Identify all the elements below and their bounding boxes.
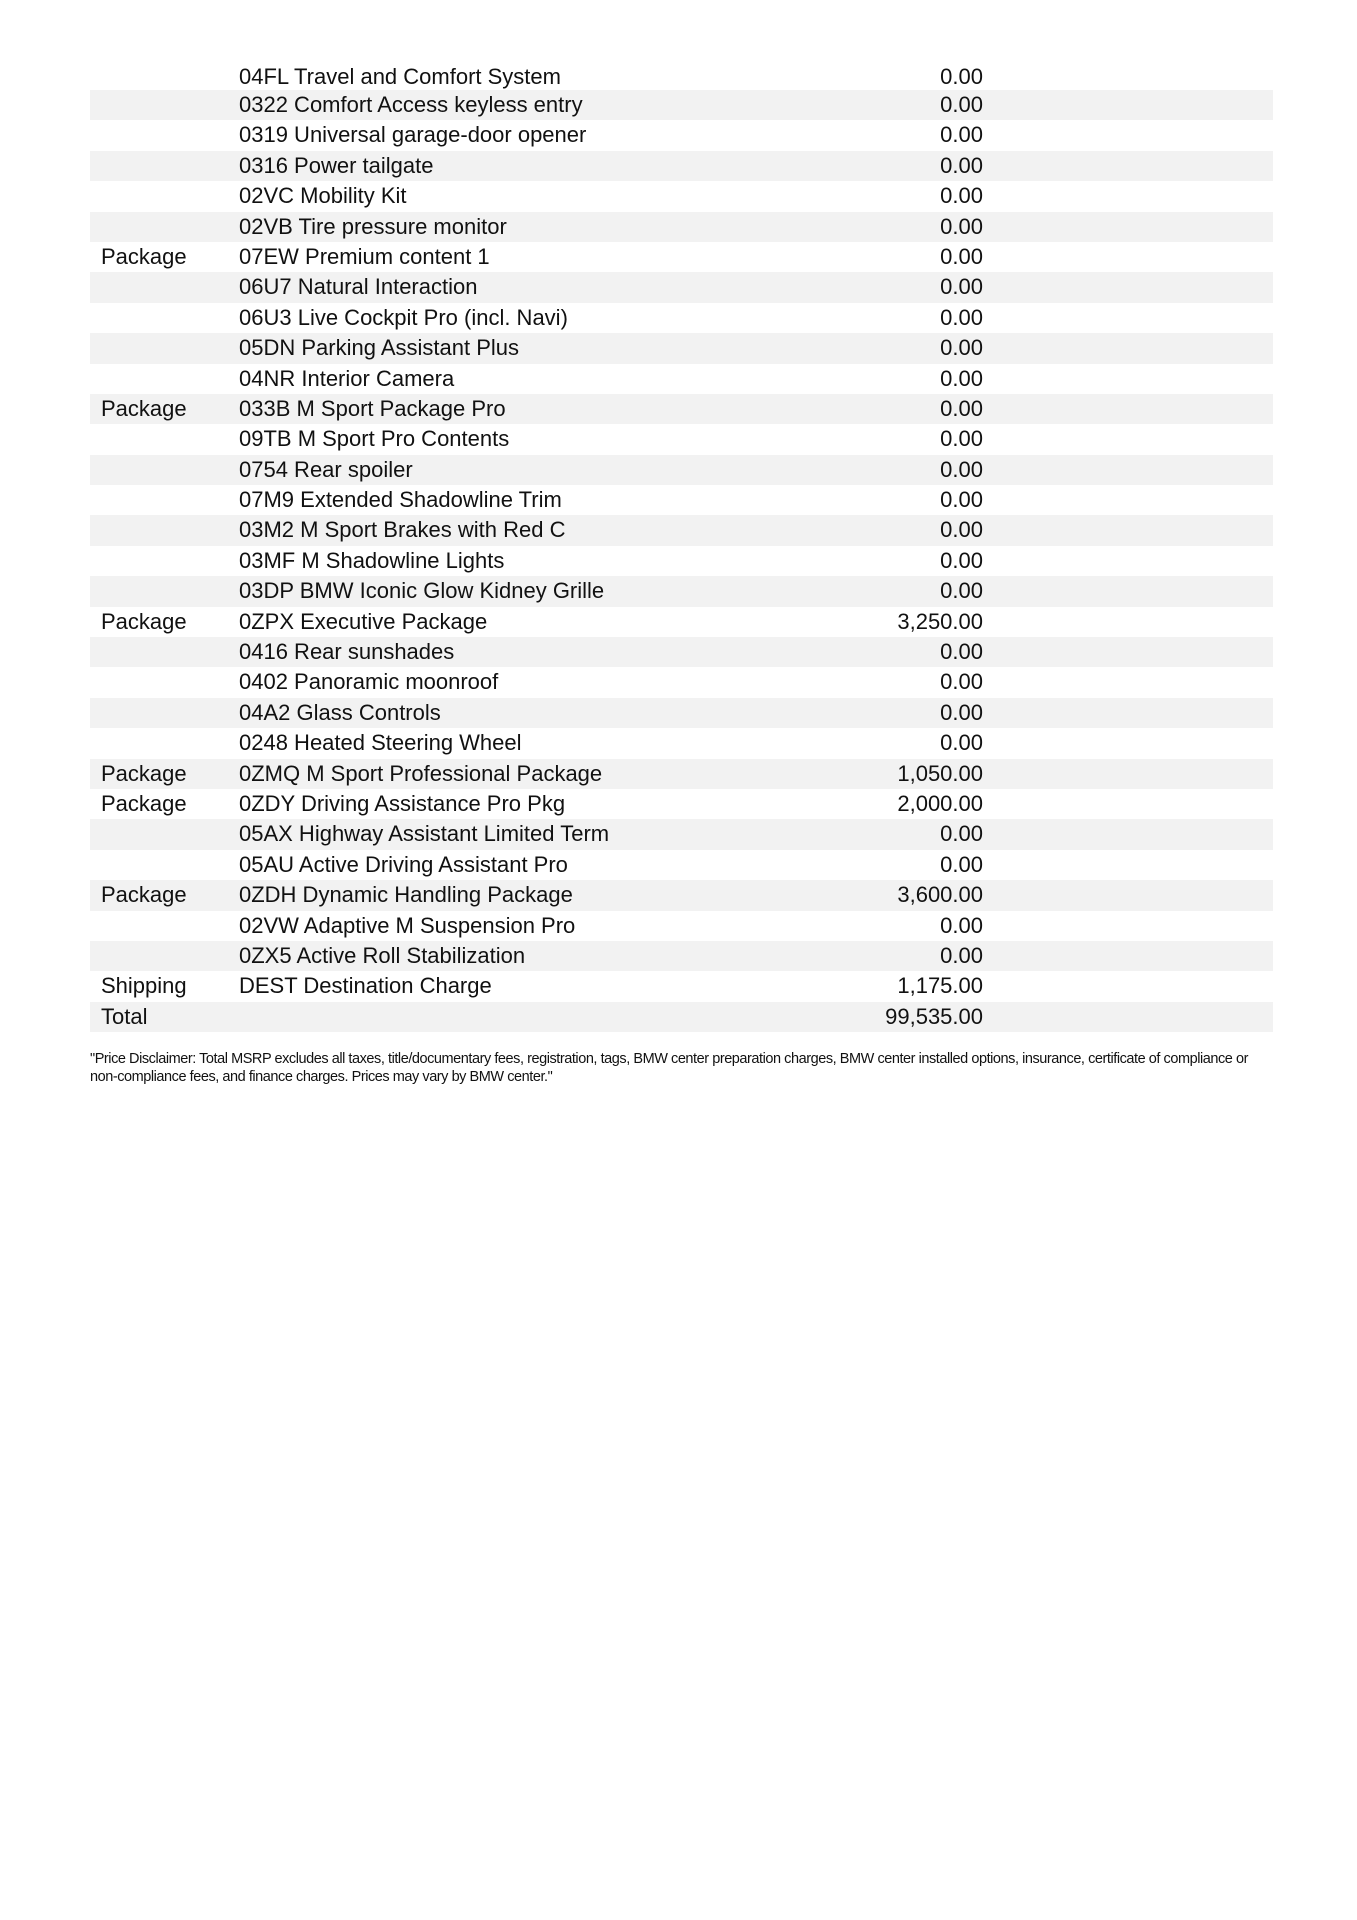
row-description: 0ZMQ M Sport Professional Package: [239, 760, 603, 786]
row-price: 0.00: [940, 851, 983, 877]
row-description: 02VC Mobility Kit: [239, 183, 407, 209]
row-description: 07M9 Extended Shadowline Trim: [239, 487, 562, 513]
table-row: [90, 941, 1273, 971]
row-price: 3,600.00: [897, 882, 983, 908]
row-description: 03MF M Shadowline Lights: [239, 547, 505, 573]
row-price: 0.00: [940, 274, 983, 300]
row-description: 0ZDY Driving Assistance Pro Pkg: [239, 790, 566, 816]
row-price: 0.00: [940, 92, 983, 117]
table-row: [90, 850, 1273, 880]
row-price: 0.00: [940, 517, 983, 543]
row-description: 0ZX5 Active Roll Stabilization: [239, 942, 526, 968]
table-row: [90, 1002, 1273, 1032]
row-price: 0.00: [940, 183, 983, 209]
table-row: [90, 637, 1273, 667]
row-price: 0.00: [940, 456, 983, 482]
table-row: [90, 667, 1273, 697]
row-price: 99,535.00: [885, 1003, 983, 1029]
table-row: [90, 120, 1273, 150]
row-category: Package: [101, 608, 187, 634]
table-row: [90, 212, 1273, 242]
row-price: 0.00: [940, 639, 983, 665]
row-category: Package: [101, 760, 187, 786]
row-description: 02VW Adaptive M Suspension Pro: [239, 912, 576, 938]
row-description: 04A2 Glass Controls: [239, 699, 441, 725]
row-price: 1,050.00: [897, 760, 983, 786]
row-category: Package: [101, 882, 187, 908]
row-category: Package: [101, 243, 187, 269]
row-price: 0.00: [940, 547, 983, 573]
row-price: 1,175.00: [897, 973, 983, 999]
row-price: 0.00: [940, 942, 983, 968]
row-category: Package: [101, 790, 187, 816]
row-price: 0.00: [940, 213, 983, 239]
table-row: [90, 698, 1273, 728]
table-row: [90, 576, 1273, 606]
row-description: 03DP BMW Iconic Glow Kidney Grille: [239, 578, 605, 604]
row-price: 2,000.00: [897, 790, 983, 816]
table-row: [90, 485, 1273, 515]
table-row: [90, 728, 1273, 758]
row-price: 0.00: [940, 64, 983, 89]
row-description: 05AU Active Driving Assistant Pro: [239, 851, 568, 877]
table-row: [90, 272, 1273, 302]
row-description: 0322 Comfort Access keyless entry: [239, 92, 583, 117]
table-row: [90, 546, 1273, 576]
row-price: 0.00: [940, 487, 983, 513]
row-description: 03M2 M Sport Brakes with Red C: [239, 517, 566, 543]
row-description: 0ZDH Dynamic Handling Package: [239, 882, 573, 908]
row-price: 0.00: [940, 152, 983, 178]
table-row: [90, 880, 1273, 910]
price-table: [90, 64, 1273, 1032]
row-description: 09TB M Sport Pro Contents: [239, 426, 510, 452]
row-description: 05DN Parking Assistant Plus: [239, 335, 520, 361]
row-price: 0.00: [940, 730, 983, 756]
table-row: [90, 607, 1273, 637]
table-row: [90, 64, 1273, 90]
table-row: [90, 759, 1273, 789]
row-description: 05AX Highway Assistant Limited Term: [239, 821, 610, 847]
table-row: [90, 424, 1273, 454]
table-row: [90, 455, 1273, 485]
row-price: 0.00: [940, 365, 983, 391]
table-row: [90, 242, 1273, 272]
table-row: [90, 90, 1273, 120]
table-row: [90, 515, 1273, 545]
row-category: Shipping: [101, 973, 187, 999]
row-price: 0.00: [940, 335, 983, 361]
table-row: [90, 151, 1273, 181]
row-price: 0.00: [940, 578, 983, 604]
row-description: 033B M Sport Package Pro: [239, 395, 506, 421]
table-row: [90, 911, 1273, 941]
row-description: 06U3 Live Cockpit Pro (incl. Navi): [239, 304, 568, 330]
row-description: 0402 Panoramic moonroof: [239, 669, 499, 695]
table-row: [90, 364, 1273, 394]
row-description: 07EW Premium content 1: [239, 243, 490, 269]
row-category: Total: [101, 1003, 148, 1029]
row-description: 0316 Power tailgate: [239, 152, 434, 178]
row-description: 0754 Rear spoiler: [239, 456, 413, 482]
row-description: 04FL Travel and Comfort System: [239, 64, 561, 89]
price-disclaimer: "Price Disclaimer: Total MSRP excludes all taxes, title/documentary fees, registration, tags, BMW center preparation charges, BMW center installed options, insurance, certificate of compliance or non-compliance fees, and finance charges. Prices may vary by BMW center.": [90, 1051, 1248, 1085]
table-row: [90, 333, 1273, 363]
row-price: 0.00: [940, 669, 983, 695]
row-price: 0.00: [940, 426, 983, 452]
row-price: 0.00: [940, 821, 983, 847]
row-description: 04NR Interior Camera: [239, 365, 455, 391]
row-description: DEST Destination Charge: [239, 973, 492, 999]
table-row: [90, 971, 1273, 1001]
row-price: 0.00: [940, 304, 983, 330]
table-row: [90, 303, 1273, 333]
row-description: 0ZPX Executive Package: [239, 608, 488, 634]
row-price: 0.00: [940, 912, 983, 938]
table-row: [90, 819, 1273, 849]
table-row: [90, 789, 1273, 819]
row-description: 06U7 Natural Interaction: [239, 274, 478, 300]
row-description: 0248 Heated Steering Wheel: [239, 730, 522, 756]
table-row: [90, 394, 1273, 424]
row-price: 0.00: [940, 243, 983, 269]
row-description: 0319 Universal garage-door opener: [239, 122, 587, 148]
row-category: Package: [101, 395, 187, 421]
row-description: 0416 Rear sunshades: [239, 639, 455, 665]
row-price: 0.00: [940, 699, 983, 725]
row-description: 02VB Tire pressure monitor: [239, 213, 507, 239]
row-price: 3,250.00: [897, 608, 983, 634]
table-row: [90, 181, 1273, 211]
row-price: 0.00: [940, 122, 983, 148]
row-price: 0.00: [940, 395, 983, 421]
